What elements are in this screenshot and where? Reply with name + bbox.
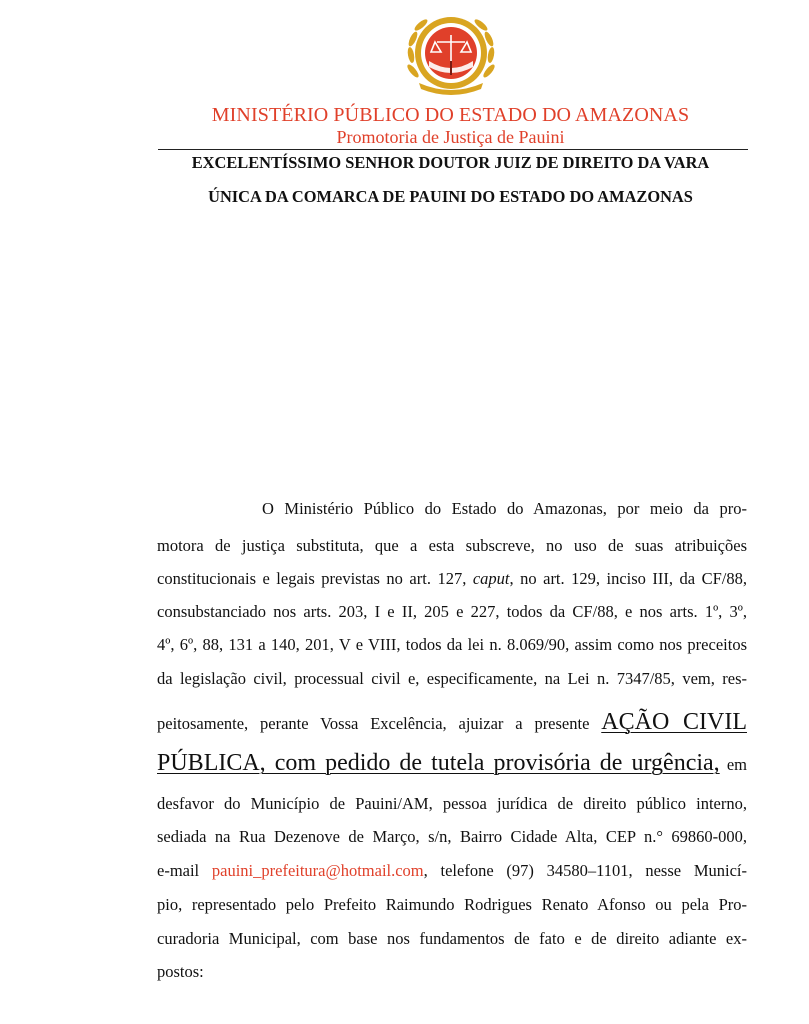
action-title-cont: PÚBLICA, com pedido de tutela provisória de urgência,: [157, 750, 720, 776]
addressee-line-2: ÚNICA DA COMARCA DE PAUINI DO ESTADO DO AMAZONAS: [208, 187, 693, 206]
body-line: sediada na Rua Dezenove de Março, s/n, Bairro Cidade Alta, CEP n.° 69860-000,: [157, 827, 747, 846]
body-line: e-mail pauini_prefeitura@hotmail.com, telefone (97) 34580–1101, nesse Municí-: [157, 861, 747, 880]
body-line: motora de justiça substituta, que a esta subscreve, no uso de suas atribuições: [157, 536, 747, 555]
header-divider: [158, 149, 748, 150]
office-name: Promotoria de Justiça de Pauini: [336, 127, 565, 147]
action-title: AÇÃO CIVIL: [601, 709, 747, 735]
body-line: da legislação civil, processual civil e, especificamente, na Lei n. 7347/85, vem, res-: [157, 669, 747, 688]
addressee-line-1: EXCELENTÍSSIMO SENHOR DOUTOR JUIZ DE DIREITO DA VARA: [191, 153, 710, 172]
institution-name: MINISTÉRIO PÚBLICO DO ESTADO DO AMAZONAS: [211, 104, 690, 126]
body-line: peitosamente, perante Vossa Excelência, ajuizar a presente AÇÃO CIVIL: [157, 709, 747, 735]
institution-seal: [399, 9, 503, 101]
body-line: consubstanciado nos arts. 203, I e II, 205 e 227, todos da CF/88, e nos arts. 1º, 3º,: [157, 602, 747, 621]
body-line: postos:: [157, 962, 204, 981]
body-line: constitucionais e legais previstas no art. 127, caput, no art. 129, inciso III, da CF/88,: [157, 569, 747, 588]
body-line: curadoria Municipal, com base nos fundamentos de fato e de direito adiante ex-: [157, 929, 747, 948]
body-line: PÚBLICA, com pedido de tutela provisória de urgência, em: [157, 750, 747, 776]
email-link[interactable]: pauini_prefeitura@hotmail.com: [211, 861, 424, 880]
body-line: desfavor do Município de Pauini/AM, pessoa jurídica de direito público interno,: [157, 794, 747, 813]
body-line: 4º, 6º, 88, 131 a 140, 201, V e VIII, todos da lei n. 8.069/90, assim como nos preceitos: [157, 635, 747, 654]
body-line: pio, representado pelo Prefeito Raimundo Rodrigues Renato Afonso ou pela Pro-: [157, 895, 747, 914]
body-line: O Ministério Público do Estado do Amazonas, por meio da pro-: [262, 499, 747, 518]
